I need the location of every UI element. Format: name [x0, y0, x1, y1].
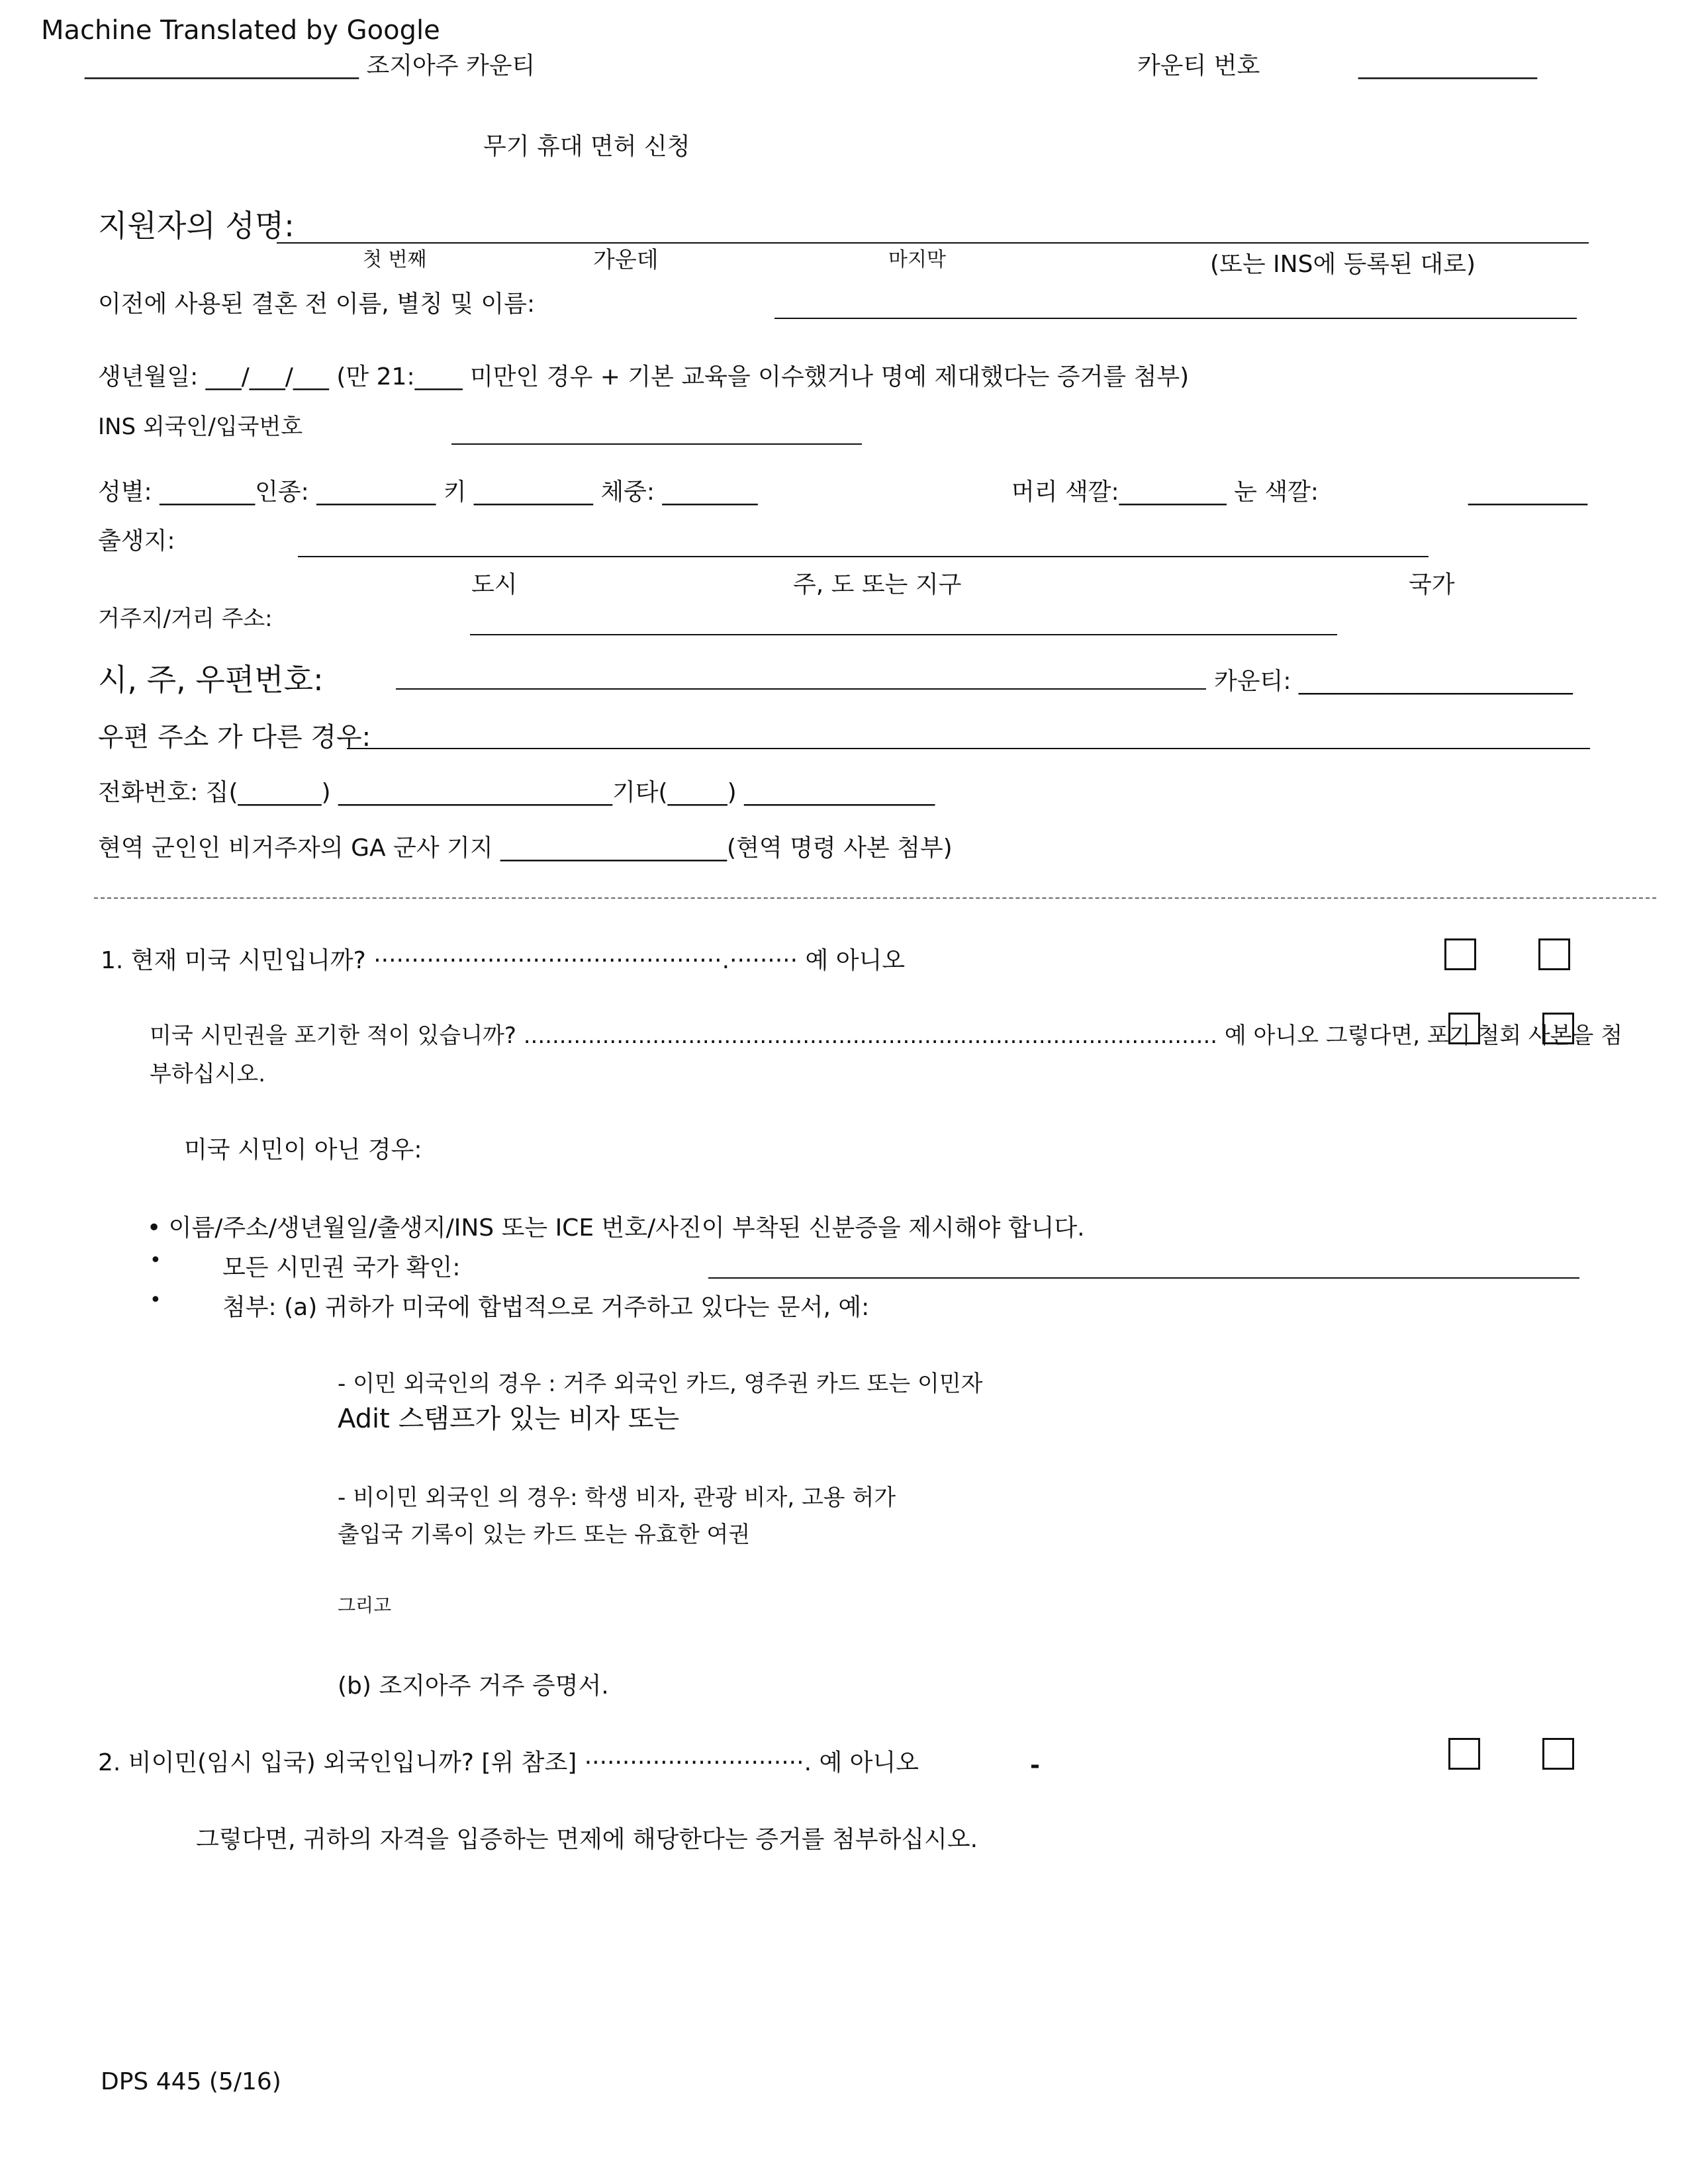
immigrant-alien-line2: Adit 스탬프가 있는 비자 또는	[338, 1404, 680, 1434]
state-caption: 주, 도 또는 지구	[793, 571, 962, 598]
city-state-zip-field[interactable]	[396, 688, 1206, 690]
citizenship-countries-field[interactable]	[708, 1277, 1579, 1279]
renounce-yes-checkbox[interactable]	[1448, 1013, 1480, 1044]
question-2-nonimmigrant: 2. 비이민(임시 입국) 외국인입니까? [위 참조] ·····························. 예 아니오	[98, 1749, 919, 1776]
q1-yes-checkbox[interactable]	[1444, 938, 1476, 970]
form-title: 무기 휴대 면허 신청	[483, 133, 690, 160]
q1-no-checkbox[interactable]	[1538, 938, 1570, 970]
alias-field[interactable]	[774, 318, 1577, 319]
stray-dash: -	[1030, 1752, 1040, 1779]
ins-number-label: INS 외국인/입국번호	[98, 414, 303, 440]
phone-line: 전화번호: 집(_______) _______________________기타(_____) ________________	[98, 779, 935, 806]
nonimmigrant-alien-line1: - 비이민 외국인 의 경우: 학생 비자, 관광 비자, 고용 허가	[338, 1484, 896, 1511]
middle-name-caption: 가운데	[593, 247, 659, 273]
ins-registered-note: (또는 INS에 등록된 대로)	[1210, 251, 1476, 278]
military-base-line: 현역 군인인 비거주자의 GA 군사 기지 ___________________(현역 명령 사본 첨부)	[98, 835, 953, 862]
ins-number-field[interactable]	[451, 443, 862, 445]
bullet-marker: •	[150, 1289, 162, 1312]
and-connector: 그리고	[338, 1594, 392, 1616]
last-name-caption: 마지막	[888, 248, 946, 271]
bullet-citizenship-countries: 모든 시민권 국가 확인:	[222, 1254, 461, 1281]
county-label: _______________________ 조지아주 카운티	[85, 52, 536, 79]
non-citizen-heading: 미국 시민이 아닌 경우:	[184, 1136, 422, 1163]
applicant-name-field[interactable]	[277, 242, 1589, 244]
bullet-attach-documents: 첨부: (a) 귀하가 미국에 합법적으로 거주하고 있다는 문서, 예:	[222, 1294, 870, 1321]
date-of-birth-line: 생년월일: ___/___/___ (만 21:____ 미만인 경우 + 기본 교육을 이수했거나 명예 제대했다는 증거를 첨부)	[98, 363, 1190, 390]
birthplace-label: 출생지:	[98, 527, 175, 555]
city-state-zip-label: 시, 주, 우편번호:	[98, 662, 324, 698]
watermark: Machine Translated by Google	[41, 15, 440, 46]
city-caption: 도시	[471, 571, 518, 598]
renounce-no-checkbox[interactable]	[1542, 1013, 1574, 1044]
bullet-marker: •	[150, 1249, 162, 1272]
nonimmigrant-alien-line2: 출입국 기록이 있는 카드 또는 유효한 여권	[338, 1522, 751, 1548]
applicant-name-label: 지원자의 성명:	[98, 208, 295, 244]
residence-address-field[interactable]	[470, 634, 1337, 635]
immigrant-alien-line1: - 이민 외국인의 경우 : 거주 외국인 카드, 영주권 카드 또는 이민자	[338, 1371, 983, 1397]
georgia-residency-line: (b) 조지아주 거주 증명서.	[338, 1672, 609, 1700]
county-field[interactable]: 카운티: _______________________	[1214, 668, 1573, 695]
bullet-id-requirement: • 이름/주소/생년월일/출생지/INS 또는 ICE 번호/사진이 부착된 신분증을 제시해야 합니다.	[147, 1214, 1085, 1242]
birthplace-field[interactable]	[298, 556, 1429, 557]
first-name-caption: 첫 번째	[363, 248, 427, 271]
residence-address-label: 거주지/거리 주소:	[98, 606, 273, 632]
county-number-field[interactable]: _______________	[1358, 52, 1537, 79]
mailing-address-label: 우편 주소 가 다른 경우:	[98, 722, 371, 752]
q2-yes-checkbox[interactable]	[1448, 1738, 1480, 1770]
alias-label: 이전에 사용된 결혼 전 이름, 별칭 및 이름:	[98, 291, 536, 318]
question-1-citizen: 1. 현재 미국 시민입니까? ··············································.········· 예 아니오	[101, 947, 906, 974]
renounce-question-line2: 부하십시오.	[150, 1061, 266, 1087]
hair-eye-color-line: 머리 색깔:_________ 눈 색깔:	[1011, 478, 1319, 506]
q2-no-checkbox[interactable]	[1542, 1738, 1574, 1770]
renounce-question-line1: 미국 시민권을 포기한 적이 있습니까? ................................................................................................. 예 아니오 그렇다면, 포기 철회 사본을 첨	[150, 1023, 1623, 1049]
exemption-evidence-line: 그렇다면, 귀하의 자격을 입증하는 면제에 해당한다는 증거를 첨부하십시오.	[196, 1826, 978, 1853]
country-caption: 국가	[1409, 571, 1455, 598]
mailing-address-field[interactable]	[347, 748, 1590, 749]
eye-color-field[interactable]: __________	[1468, 478, 1587, 506]
county-number-label: 카운티 번호	[1137, 52, 1260, 79]
form-number: DPS 445 (5/16)	[101, 2068, 281, 2095]
physical-description-line: 성별: ________인종: __________ 키 __________ 체중: ________	[98, 478, 758, 506]
section-divider	[94, 897, 1656, 899]
